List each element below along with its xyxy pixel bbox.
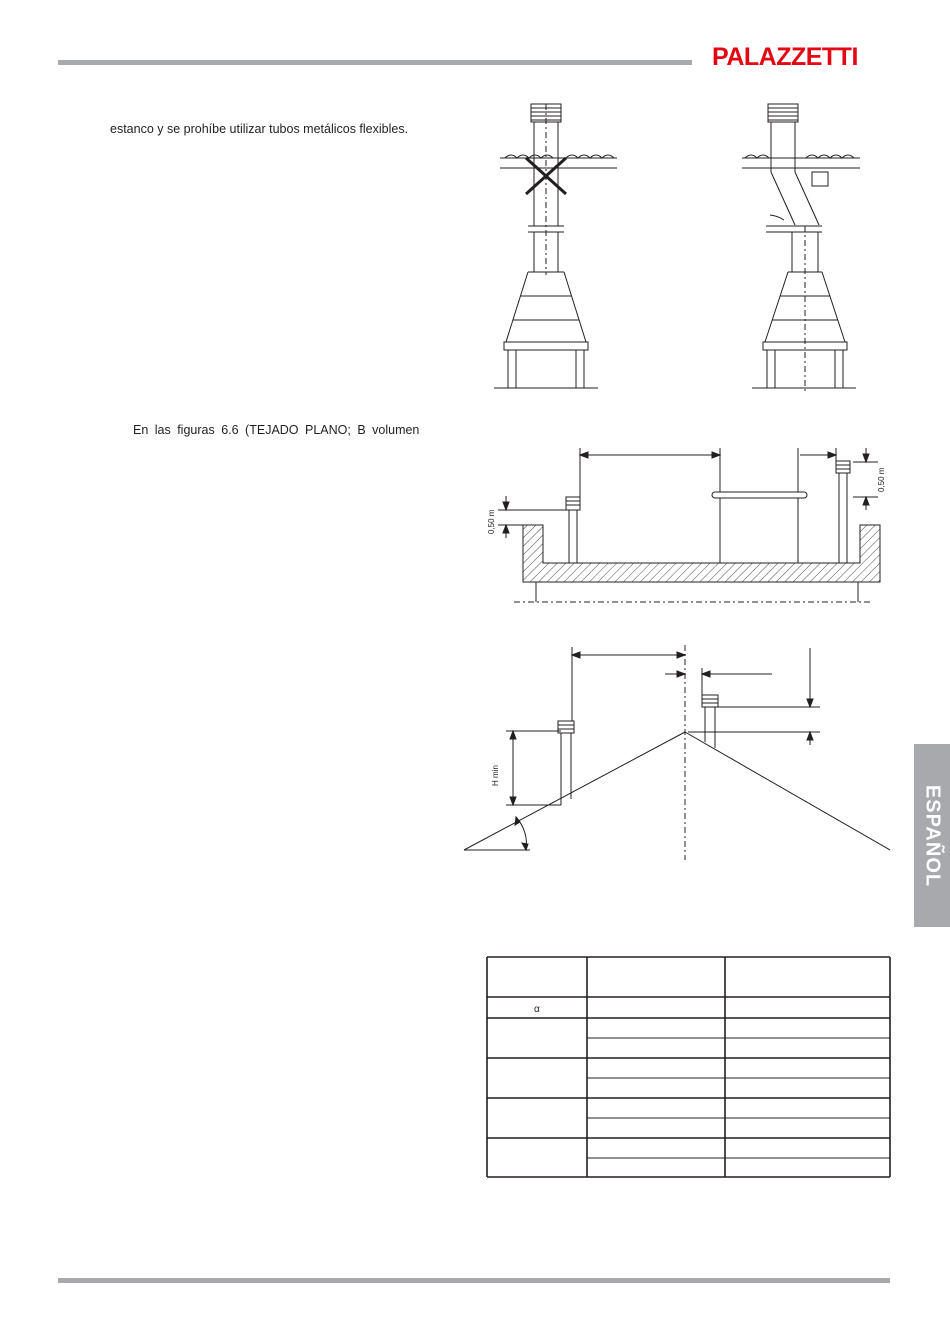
table-alpha-cell: α [534, 1004, 540, 1015]
h-min-label: H min [491, 765, 500, 786]
language-tab-label: ESPAÑOL [921, 784, 944, 887]
body-paragraph-1: estanco y se prohíbe utilizar tubos metálicos flexibles. [110, 122, 409, 136]
flat-roof-figure [498, 448, 880, 602]
pitched-chimney-cap-right [702, 695, 718, 707]
chimney-figure-offset [742, 104, 860, 392]
roof-slope-right [685, 732, 890, 850]
footer-rule [58, 1278, 890, 1283]
roof-obstacle [712, 492, 807, 498]
flat-right-dim-label: 0,50 m [877, 467, 886, 492]
flat-chimney-cap-right [836, 461, 850, 473]
chimney-cap-2 [768, 104, 798, 122]
data-table [487, 957, 890, 1177]
roof-slope-left [464, 732, 685, 850]
body-paragraph-2: En las figuras 6.6 (TEJADO PLANO; B volumen [133, 423, 420, 437]
pitched-roof-figure [464, 645, 890, 860]
flat-left-dim-label: 0,50 m [487, 509, 496, 534]
flat-chimney-cap-left [566, 497, 580, 510]
chimney-figure-wrong [494, 104, 617, 388]
brand-logo: PALAZZETTI [712, 43, 858, 71]
